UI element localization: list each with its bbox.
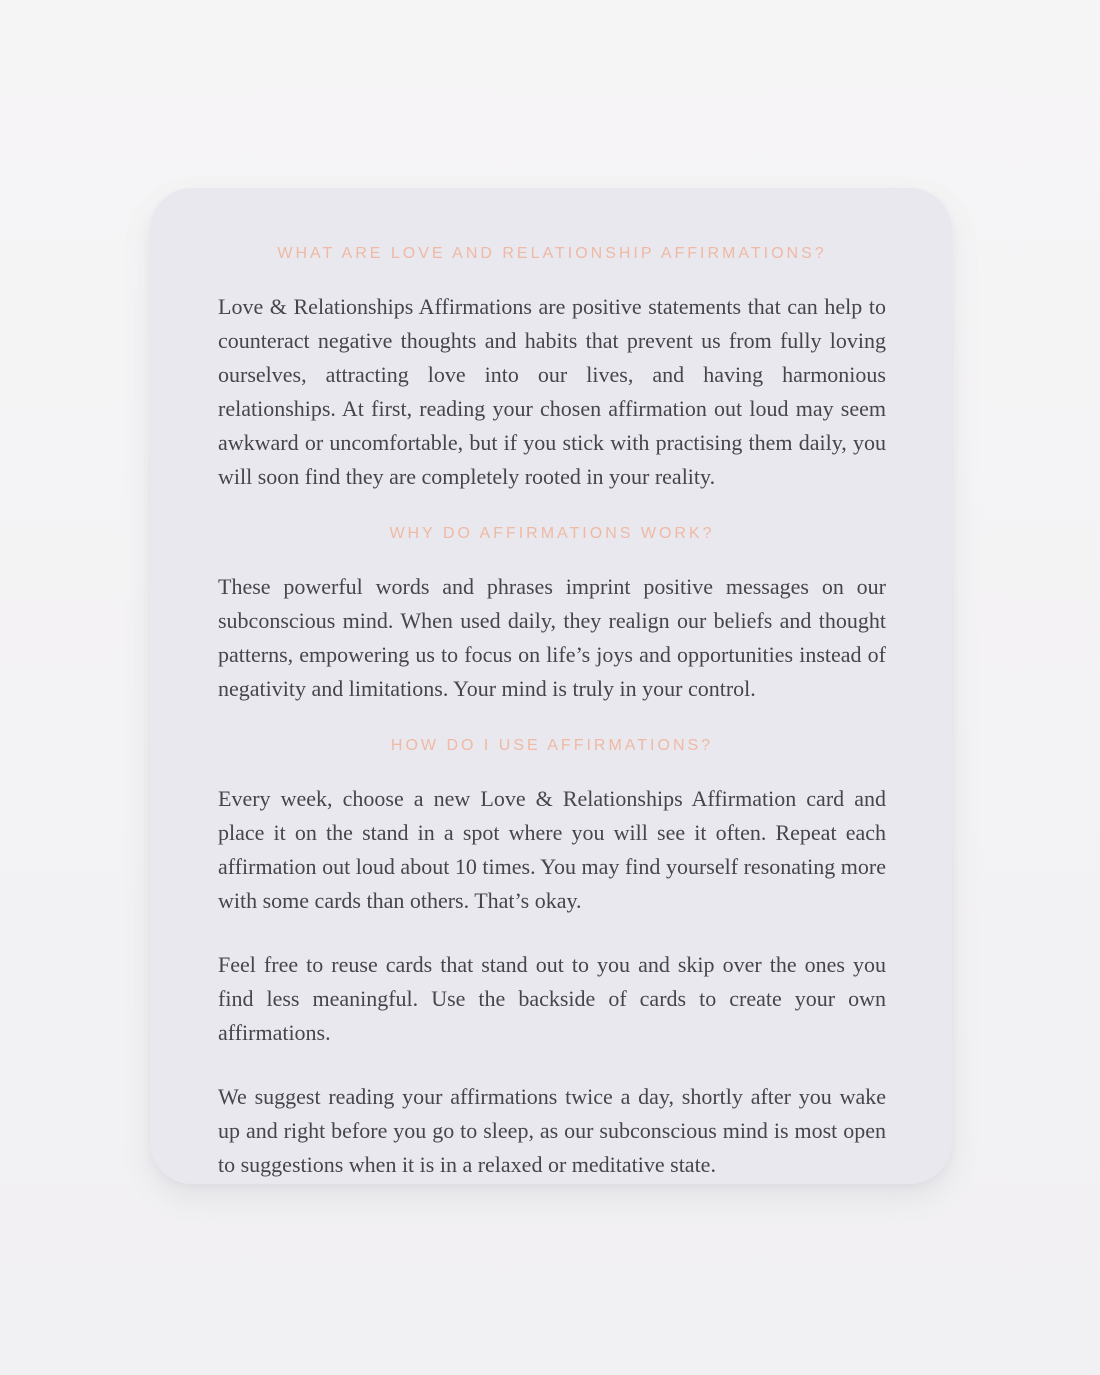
body-paragraph: Love & Relationships Affirmations are positive statements that can help to counteract negative thoughts and habits that prevent us from fully loving ourselves, attracting love into our lives, and having harmonious relationships. At first, reading your chosen affirmation out loud may seem awkward or uncomfortable, but if you stick with practising them daily, you will soon find they are completely rooted in your reality. — [218, 294, 886, 489]
section-heading-why-affirmations-work: WHY DO AFFIRMATIONS WORK? — [389, 525, 715, 542]
body-paragraph: We suggest reading your affirmations twice a day, shortly after you wake up and right before you go to sleep, as our subconscious mind is most open to suggestions when it is in a relaxed or meditative state. — [218, 1084, 886, 1177]
body-paragraph: Feel free to reuse cards that stand out to you and skip over the ones you find less meaningful. Use the backside of cards to create your own affirmations. — [218, 952, 886, 1045]
section-heading-how-to-use-affirmations: HOW DO I USE AFFIRMATIONS? — [390, 737, 714, 754]
body-paragraph: Every week, choose a new Love & Relationships Affirmation card and place it on the stand in a spot where you will see it often. Repeat each affirmation out loud about 10 times. You may find yourself resonating more with some cards than others. That’s okay. — [218, 786, 886, 913]
body-paragraph: These powerful words and phrases imprint positive messages on our subconscious mind. When used daily, they realign our beliefs and thought patterns, empowering us to focus on life’s joys and opportunities instead of negativity and limitations. Your mind is truly in your control. — [218, 574, 886, 701]
section-heading-what-are-affirmations: WHAT ARE LOVE AND RELATIONSHIP AFFIRMATIONS? — [277, 245, 827, 262]
instruction-card — [150, 188, 952, 1184]
